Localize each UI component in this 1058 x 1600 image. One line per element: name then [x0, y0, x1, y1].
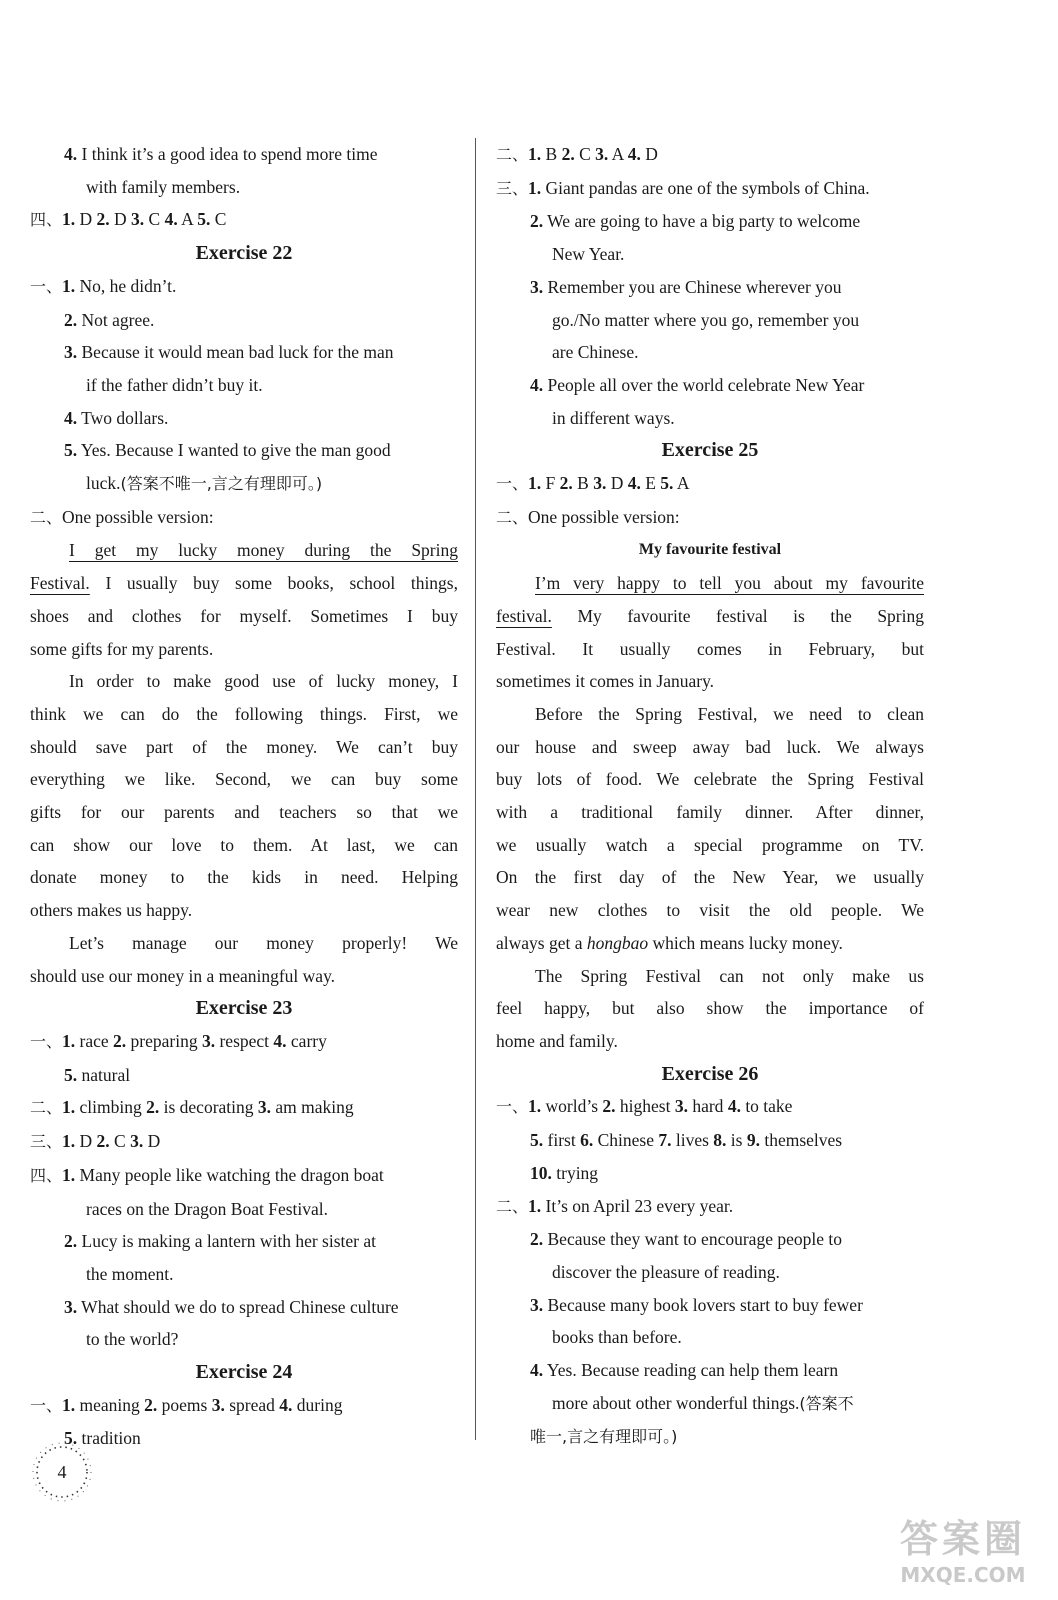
answer-item: 4. Yes. Because reading can help them learn	[530, 1360, 839, 1381]
essay-line: home and family.	[496, 1030, 618, 1051]
essay-line: some gifts for my parents.	[30, 638, 214, 659]
essay-line: gifts for our parents and teachers so that we	[30, 802, 458, 823]
answer-item: 3. What should we do to spread Chinese culture	[64, 1296, 399, 1317]
essay-line: always get a hongbao which means lucky money.	[496, 932, 843, 953]
answer-item-cont: discover the pleasure of reading.	[552, 1261, 780, 1282]
answer-row: 10. trying	[530, 1162, 599, 1183]
exercise-heading: Exercise 25	[661, 439, 759, 462]
exercise-heading: Exercise 23	[195, 997, 293, 1020]
essay-line: think we can do the following things. First, we	[30, 703, 458, 724]
essay-line: our house and sweep away bad luck. We always	[496, 736, 924, 757]
answer-item: 3. Remember you are Chinese wherever you	[530, 276, 842, 297]
answer-item-cont: if the father didn’t buy it.	[86, 374, 263, 395]
answer-item: 3. Because it would mean bad luck for the man	[64, 342, 394, 363]
answer-item: 3. Because many book lovers start to buy fewer	[530, 1294, 863, 1315]
answer-item: 二、One possible version:	[496, 506, 680, 527]
answer-item-cont: go./No matter where you go, remember you	[552, 309, 860, 330]
page-number	[30, 1440, 94, 1504]
answer-item-cont: are Chinese.	[552, 342, 639, 363]
essay-line: should save part of the money. We can’t buy	[30, 736, 458, 757]
answer-item: 2. Lucy is making a lantern with her sister at	[64, 1231, 377, 1252]
essay-line: I’m very happy to tell you about my favourite	[535, 573, 924, 594]
essay-line: we usually watch a special programme on TV.	[496, 834, 924, 855]
essay-line: festival. My favourite festival is the Spring	[496, 605, 924, 626]
essay-line: Let’s manage our money properly! We	[69, 932, 458, 953]
answer-item: 二、1. It’s on April 23 every year.	[496, 1195, 734, 1216]
answer-item: 5. Yes. Because I wanted to give the man good	[64, 440, 391, 461]
answer-item: 一、1. No, he didn’t.	[30, 275, 177, 296]
exercise-heading: Exercise 24	[195, 1361, 293, 1384]
answer-item-cont: in different ways.	[552, 407, 675, 428]
answer-item: 三、1. Giant pandas are one of the symbols of China.	[496, 177, 870, 198]
essay-line: others makes us happy.	[30, 900, 193, 921]
answer-item-cont: the moment.	[86, 1263, 174, 1284]
answer-item: 2. Because they want to encourage people to	[530, 1229, 842, 1250]
essay-line: Festival. I usually buy some books, school things,	[30, 573, 458, 594]
essay-line: donate money to the kids in need. Helping	[30, 867, 458, 888]
answer-row: 一、1. meaning 2. poems 3. spread 4. during	[30, 1394, 343, 1415]
answer-item-cont: books than before.	[552, 1327, 682, 1348]
essay-line: with a traditional family dinner. After dinner,	[496, 802, 924, 823]
answer-item-cont: to the world?	[86, 1329, 179, 1350]
answer-row: 二、1. B 2. C 3. A 4. D	[496, 144, 658, 164]
watermark-site: MXQE.COM	[900, 1562, 1026, 1587]
essay-line: On the first day of the New Year, we usually	[496, 867, 924, 888]
essay-line: wear new clothes to visit the old people. We	[496, 900, 924, 921]
answer-row: 四、1. D 2. D 3. C 4. A 5. C	[30, 209, 227, 230]
left-column	[30, 138, 458, 1455]
answer-item: 4. People all over the world celebrate New Year	[530, 374, 865, 395]
answer-row: 5. natural	[64, 1064, 131, 1085]
answer-item-cont: New Year.	[552, 244, 625, 265]
essay-line: should use our money in a meaningful way.	[30, 965, 336, 986]
answer-item-cont: races on the Dragon Boat Festival.	[86, 1198, 329, 1219]
answer-item-cont: 唯一,言之有理即可。)	[530, 1427, 678, 1447]
essay-line: In order to make good use of lucky money, I	[69, 671, 458, 692]
answer-item: 四、1. Many people like watching the dragon boat	[30, 1164, 384, 1185]
essay-line: buy lots of food. We celebrate the Spring Festival	[496, 769, 924, 790]
answer-row: 一、1. race 2. preparing 3. respect 4. carry	[30, 1030, 327, 1051]
answer-row: 5. first 6. Chinese 7. lives 8. is 9. themselves	[530, 1130, 843, 1151]
right-column	[496, 138, 924, 1454]
essay-line: everything we like. Second, we can buy some	[30, 769, 458, 790]
answer-item: 4. Two dollars.	[64, 407, 169, 428]
exercise-heading: Exercise 22	[195, 242, 293, 265]
answer-row: 二、1. climbing 2. is decorating 3. am making	[30, 1097, 354, 1118]
essay-line: sometimes it comes in January.	[496, 671, 715, 692]
exercise-heading: Exercise 26	[661, 1062, 759, 1085]
essay-line: can show our love to them. At last, we can	[30, 834, 458, 855]
essay-line: shoes and clothes for myself. Sometimes I buy	[30, 605, 458, 626]
page-number-text: 4	[57, 1461, 67, 1482]
essay-line: Before the Spring Festival, we need to clean	[535, 703, 924, 724]
answer-row: 一、1. F 2. B 3. D 4. E 5. A	[496, 473, 690, 494]
essay-line: I get my lucky money during the Spring	[69, 540, 458, 561]
answer-item-cont: with family members.	[86, 176, 241, 197]
answer-row: 三、1. D 2. C 3. D	[30, 1131, 161, 1152]
answer-row: 5. tradition	[64, 1428, 141, 1449]
answer-item-cont: luck.(答案不唯一,言之有理即可。)	[86, 473, 323, 494]
watermark-logo	[868, 1494, 1058, 1600]
answer-row: 一、1. world’s 2. highest 3. hard 4. to take	[496, 1096, 793, 1117]
answer-item: 2. We are going to have a big party to welcome	[530, 211, 861, 232]
essay-line: Festival. It usually comes in February, but	[496, 638, 924, 659]
essay-line: feel happy, but also show the importance of	[496, 998, 924, 1019]
watermark-text: 答案圈	[899, 1516, 1026, 1561]
answer-item: 2. Not agree.	[64, 309, 155, 330]
answer-item: 二、One possible version:	[30, 506, 214, 527]
answer-item-cont: more about other wonderful things.(答案不	[552, 1392, 854, 1413]
essay-line: The Spring Festival can not only make us	[535, 965, 924, 986]
essay-title: My favourite festival	[638, 541, 782, 559]
column-divider	[475, 138, 476, 1440]
answer-item: 4. I think it’s a good idea to spend more time	[64, 144, 378, 164]
